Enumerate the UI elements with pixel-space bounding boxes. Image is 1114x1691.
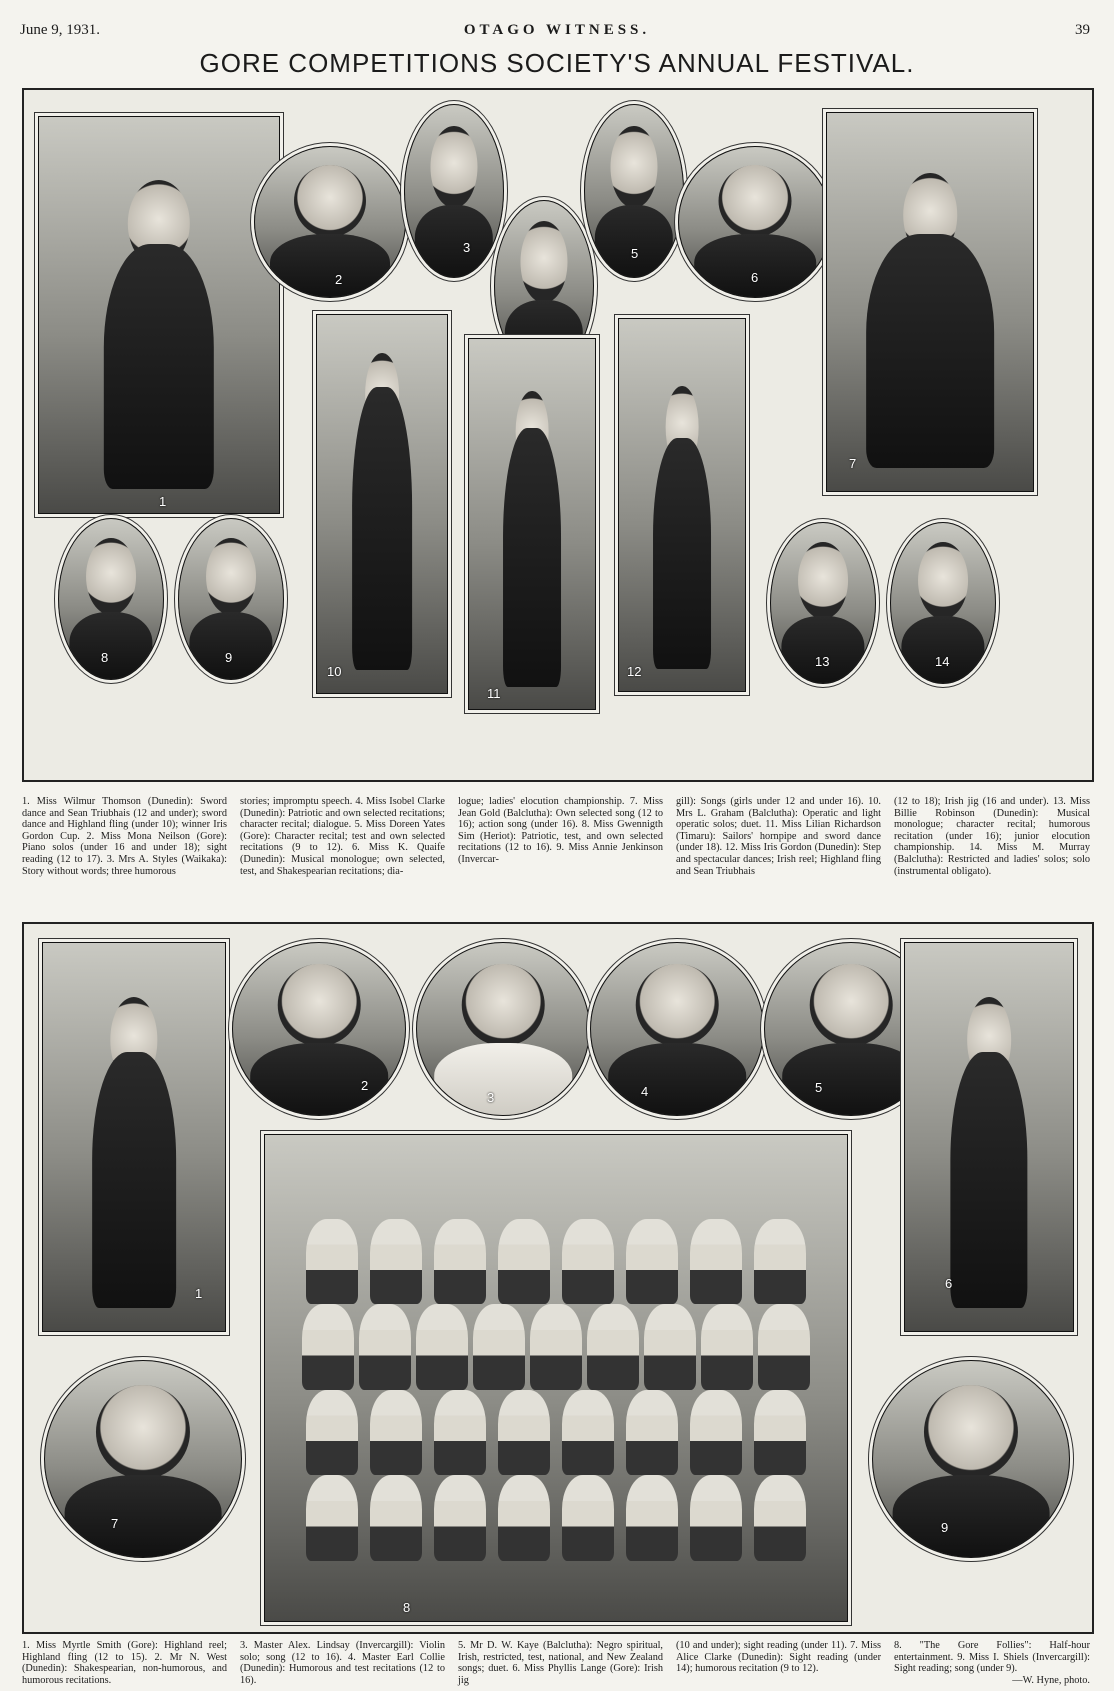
top-photo-2 (254, 146, 406, 298)
bottom-photo-number: 9 (941, 1520, 949, 1535)
top-photo-10 (316, 314, 448, 694)
top-photo-number: 11 (487, 686, 501, 701)
bottom-caption-column (894, 1640, 1090, 1686)
bottom-photo-7 (44, 1360, 242, 1558)
top-photo-1 (38, 116, 280, 514)
top-photo-12 (618, 318, 746, 692)
bottom-caption-text: 8. "The Gore Follies": Half-hour entertainment. 9. Miss I. Shiels (Invercargill): Sight reading; song (under 9). (894, 1640, 1090, 1675)
top-photo-number: 1 (159, 494, 167, 509)
top-caption-column: (12 to 18); Irish jig (16 and under). 13. Miss Billie Robinson (Dunedin): Musical monologue; character recital; humorous recitation (under 16); junior elocution championship. 14. Miss M. Murray (Balclutha): Restricted and ladies' solos; solo (instrumental obligato). (894, 796, 1090, 877)
bottom-photo-number: 4 (641, 1084, 649, 1099)
top-photo-number: 7 (849, 456, 857, 471)
bottom-photo-8-group (264, 1134, 848, 1622)
top-photo-11 (468, 338, 596, 710)
bottom-caption-column: 1. Miss Myrtle Smith (Gore): Highland reel; Highland fling (12 to 15). 2. Mr N. West (Dunedin): Shakespearian, non-humorous, and humorous recitations. (22, 1640, 227, 1686)
top-photo-number: 12 (627, 664, 642, 679)
top-photo-number: 13 (815, 654, 830, 669)
top-captions (22, 796, 1090, 896)
page-header-number: 39 (1075, 22, 1090, 38)
bottom-photo-3 (416, 942, 590, 1116)
bottom-photo-number: 2 (361, 1078, 369, 1093)
bottom-photo-1 (42, 942, 226, 1332)
top-photo-panel (22, 88, 1094, 782)
bottom-photo-6 (904, 942, 1074, 1332)
bottom-caption-column: 5. Mr D. W. Kaye (Balclutha): Negro spiritual, Irish, restricted, test, national, and New Zealand songs; duet. 6. Miss Phyllis Lange (Gore): Irish jig (458, 1640, 663, 1686)
top-photo-7 (826, 112, 1034, 492)
photo-credit: —W. Hyne, photo. (1012, 1674, 1090, 1686)
bottom-photo-number: 7 (111, 1516, 119, 1531)
top-photo-9 (178, 518, 284, 680)
page-title: GORE COMPETITIONS SOCIETY'S ANNUAL FESTIVAL. (199, 48, 915, 78)
bottom-photo-number: 6 (945, 1276, 953, 1291)
page-header-publication: OTAGO WITNESS. (463, 22, 651, 38)
top-caption-column: stories; impromptu speech. 4. Miss Isobel Clarke (Dunedin): Patriotic and own selected recitations; character recital; dialogue. 5. Miss Doreen Yates (Gore): Character recital; test and own selected recitations (9 to 12). 6. Miss K. Quaife (Dunedin): Musical monologue; own selected, test, and Shakespearian recitations; dia- (240, 796, 445, 877)
top-photo-number: 2 (335, 272, 343, 287)
top-photo-number: 10 (327, 664, 342, 679)
bottom-caption-column: 3. Master Alex. Lindsay (Invercargill): Violin solo; song (12 to 16). 4. Master Earl Collie (Dunedin): Humorous and test recitations (12 to 16). (240, 1640, 445, 1686)
bottom-photo-number: 1 (195, 1286, 203, 1301)
top-photo-number: 6 (751, 270, 759, 285)
top-photo-6 (678, 146, 832, 298)
top-photo-number: 3 (463, 240, 471, 255)
bottom-photo-number: 8 (403, 1600, 411, 1615)
top-photo-number: 8 (101, 650, 109, 665)
top-photo-number: 9 (225, 650, 233, 665)
bottom-caption-column: (10 and under); sight reading (under 11). 7. Miss Alice Clarke (Dunedin): Sight reading (under 14); humorous recitation (9 to 12). (676, 1640, 881, 1675)
top-photo-13 (770, 522, 876, 684)
top-photo-5 (584, 104, 684, 278)
top-caption-column: 1. Miss Wilmur Thomson (Dunedin): Sword dance and Sean Triubhais (12 and under); sword dance and Highland fling (under 10); winner Iris Gordon Cup. 2. Miss Mona Neilson (Gore): Piano solos (under 16 and under 18); sight reading (12 to 17). 3. Mrs A. Styles (Waikaka): Story without words; three humorous (22, 796, 227, 877)
bottom-photo-2 (232, 942, 406, 1116)
top-photo-number: 14 (935, 654, 950, 669)
top-caption-column: logue; ladies' elocution championship. 7. Miss Jean Gold (Balclutha): Own selected song (12 to 16); action song (under 16). 8. Miss Gwennigth Sim (Heriot): Patriotic, test, and own selected recitations (12 to 16). 9. Miss Annie Jenkinson (Invercar- (458, 796, 663, 865)
bottom-photo-4 (590, 942, 764, 1116)
bottom-photo-number: 3 (487, 1090, 495, 1105)
bottom-photo-9 (872, 1360, 1070, 1558)
top-photo-14 (890, 522, 996, 684)
top-photo-3 (404, 104, 504, 278)
top-caption-column: gill): Songs (girls under 12 and under 16). 10. Mrs L. Graham (Balclutha): Operatic and light operatic solos; duet. 11. Miss Lilian Richardson (Timaru): Sailors' hornpipe and sword dance (under 18). 12. Miss Iris Gordon (Dunedin): Step and spectacular dances; Irish reel; Highland fling and Sean Triubhais (676, 796, 881, 877)
bottom-photo-number: 5 (815, 1080, 823, 1095)
bottom-photo-panel (22, 922, 1094, 1634)
bottom-captions (22, 1640, 1090, 1688)
top-photo-8 (58, 518, 164, 680)
page-header-date: June 9, 1931. (20, 22, 100, 38)
top-photo-number: 5 (631, 246, 639, 261)
